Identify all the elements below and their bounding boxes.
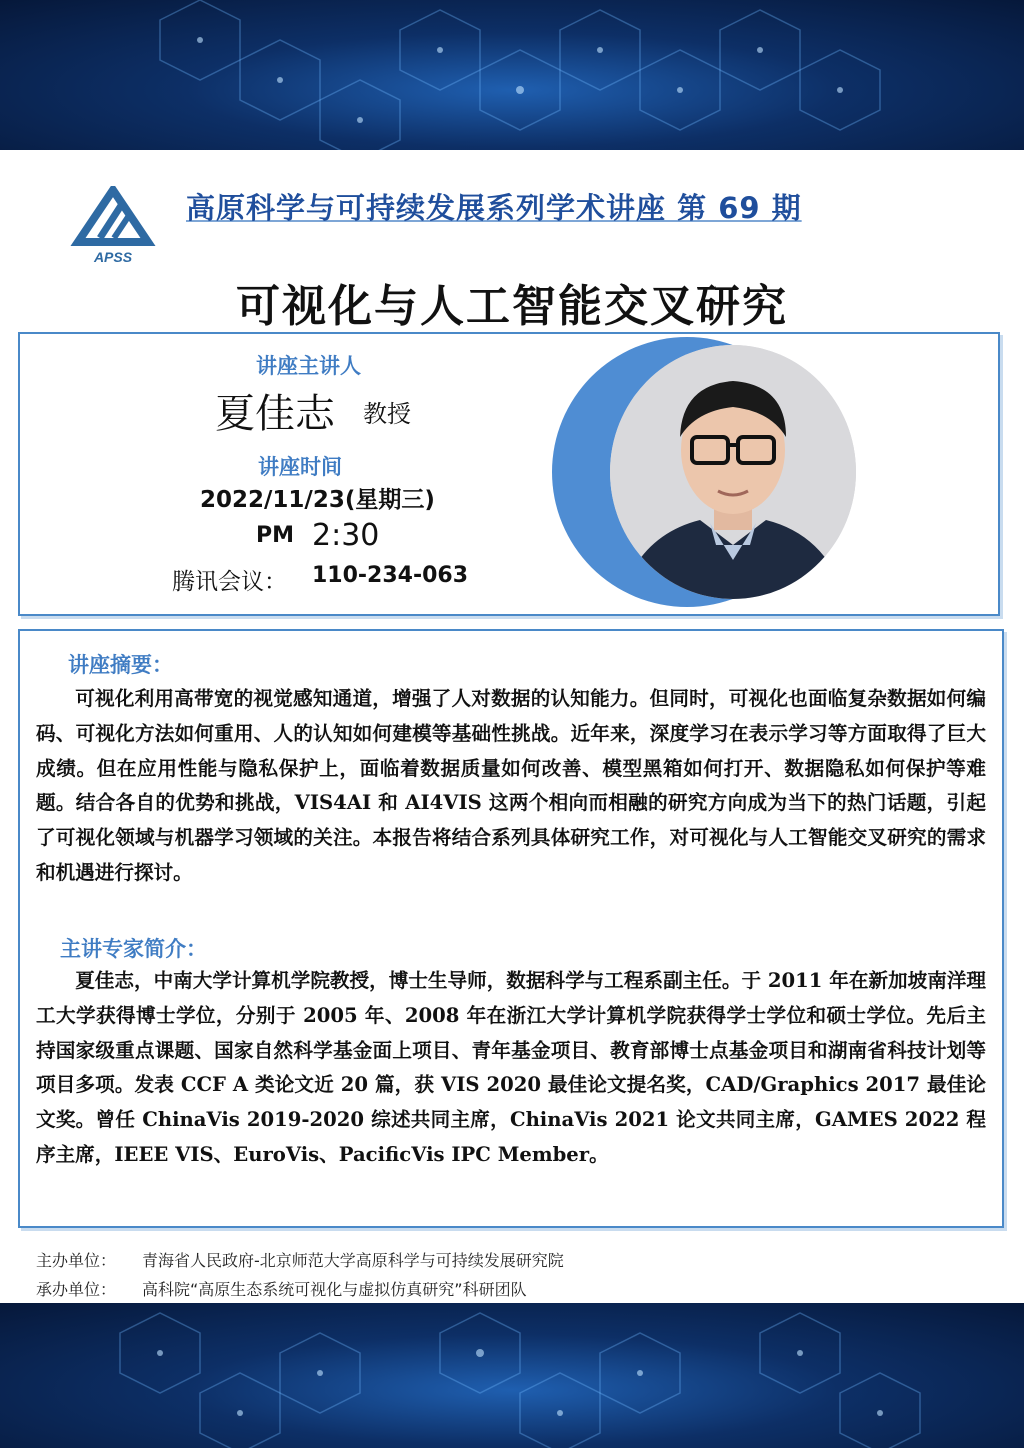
host-label: 主办单位： [36, 1251, 117, 1270]
host-value: 青海省人民政府-北京师范大学高原科学与可持续发展研究院 [142, 1251, 564, 1270]
organizer-line [36, 1277, 527, 1300]
speaker-name: 夏佳志 [215, 391, 335, 437]
speaker-label: 讲座主讲人 [256, 354, 361, 378]
speaker-photo [610, 345, 856, 599]
bio-text: 夏佳志，中南大学计算机学院教授，博士生导师，数据科学与工程系副主任。于 2011 年在新加坡南洋理工大学获得博士学位，分别于 2005 年、2008 年在浙江大学计算机学院获得学士学位和硕士学位。先后主持国家级重点课题、国家自然科学基金面上项目、青年基金项目、教育部博士点基金项目和湖南省科技计划等项目多项。发表 CCF A 类论文近 20 篇，获 VIS 2020 最佳论文提名奖，CAD/Graphics 2017 最佳论文奖。曾任 ChinaVis 2019-2020 综述共同主席，ChinaVis 2021 论文共同主席，GAMES 2022 程序主席，IEEE VIS、EuroVis、PacificVis IPC Member。 [36, 969, 986, 1166]
abstract-text: 可视化利用高带宽的视觉感知通道，增强了人对数据的认知能力。但同时，可视化也面临复杂数据如何编码、可视化方法如何重用、人的认知如何建模等基础性挑战。近年来，深度学习在表示学习等方面取得了巨大成绩。但在应用性能与隐私保护上，面临着数据质量如何改善、模型黑箱如何打开、数据隐私如何保护等难题。结合各自的优势和挑战，VIS4AI 和 AI4VIS 这两个相向而相融的研究方向成为当下的热门话题，引起了可视化领域与机器学习领域的关注。本报告将结合系列具体研究工作，对可视化与人工智能交叉研究的需求和机遇进行探讨。 [36, 687, 986, 884]
abstract-heading: 讲座摘要： [68, 652, 173, 677]
logo-text: APSS [93, 249, 133, 265]
page-title: 可视化与人工智能交叉研究 [236, 281, 788, 332]
time-period: PM [256, 523, 295, 548]
network-pattern-graphic [0, 0, 1024, 150]
time-label: 讲座时间 [258, 455, 342, 479]
lecture-time: 2:30 [312, 518, 380, 553]
lecture-date: 2022/11/23(星期三) [200, 487, 435, 513]
meeting-id: 110-234-063 [312, 563, 469, 588]
bottom-banner [0, 1303, 1024, 1448]
series-title: 高原科学与可持续发展系列学术讲座 第 69 期 [186, 191, 802, 225]
top-banner [0, 0, 1024, 150]
organizer-value: 高科院“高原生态系统可视化与虚拟仿真研究”科研团队 [142, 1280, 527, 1299]
organizer-label: 承办单位： [36, 1280, 117, 1299]
host-line [36, 1248, 564, 1271]
network-pattern-graphic [0, 1303, 1024, 1448]
apss-logo [70, 186, 156, 266]
speaker-title: 教授 [363, 400, 411, 428]
meeting-label: 腾讯会议： [172, 569, 287, 595]
bio-heading: 主讲专家简介： [60, 936, 207, 961]
